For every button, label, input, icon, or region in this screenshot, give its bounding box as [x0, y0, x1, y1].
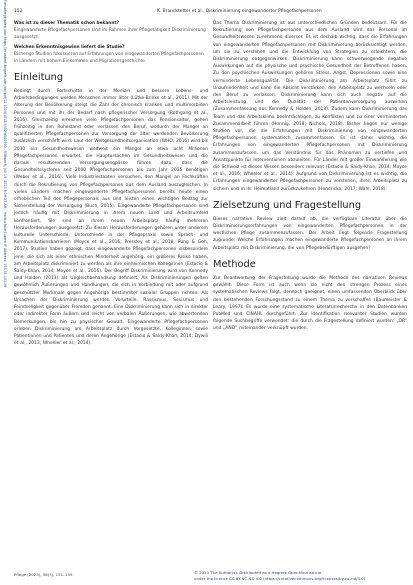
license-notice: under the license CC BY-NC-ND 4.0 (https://creativecommons.org/licenses/by-nc-nd/4.0)	[194, 576, 366, 581]
answer-1: Eingewanderte Pflegefachpersonen sind im Rahmen ihrer Pflegetätigkeit Diskriminierung ausgesetzt.	[14, 28, 206, 40]
question-2: Welchen Erkenntnisgewinn liefert die Studie?	[14, 45, 125, 50]
page-header	[14, 7, 409, 17]
section-heading-methode: Methode	[213, 258, 256, 270]
page-number: 152	[14, 9, 23, 14]
answer-2: Bisherige Studien fokussieren auf Erfahrungen von eingewanderten Pflegefachpersonen in Ländern mit hohem Einkommen und Migrationsgeschichte.	[14, 52, 204, 64]
left-column	[14, 20, 208, 565]
journal-citation: Pflege (2023), 36(3), 151–159	[14, 572, 73, 577]
download-watermark-text: Heruntergeladen von: https://econtent.hogrefe.com/doi/pdf/10.1024/1012-5302/a000999 - Mittwoch, Juli 19, 2023 8:16:25 AM - Hochschule Luzern IP Address: 193.31.101.28	[3, 0, 7, 288]
section-heading-zielsetzung: Zielsetzung und Fragestellung	[213, 199, 362, 211]
paragraph-zielsetzung: Dieses narrative Review zielt darauf ab, die verfügbare Literatur über die Diskriminierungserfahrungen von eingewanderten Pflegefachpersonen in der westlichen Pflege zusammenzufassen. Der Arbeit liegt folgende Fragestellung zugrunde: Welche Erfahrungen machen eingewanderte Pflegefachpersonen an ihrem Arbeitsplatz mit Diskriminierung, die von Pflegebedürftigen ausgehen?	[213, 216, 407, 251]
download-sidebar	[0, 0, 10, 585]
page-footer	[14, 570, 409, 584]
question-1: Was ist zu dieser Thematik schon bekannt?	[14, 21, 119, 26]
copyright-notice: © 2023 The Author(s). Distributed as a Hogrefe OpenMind article	[194, 570, 322, 575]
section-heading-einleitung: Einleitung	[14, 72, 64, 83]
paragraph-methode: Zur Beantwortung der Fragestellung wurde die Methode des narrativen Reviews gewählt. Diese Form ist auch wenn sie nicht den strengen Prozess eines systematischen Reviews folgt, dennoch geeignet, einen umfassenden Überblick über den bestehenden Forschungsstand zu einem Thema zu verschaffen (Baumeister & Leary, 1997). Es wurde eine systematische Literaturrecherche in den Datenbanken PubMed und CINAHL durchgeführt. Zur Identifikation relevanter Studien wurden folgende Suchbegriffe verwendet: die durch die Fragestellung definiert wurden: „OR“ und „AND“ miteinander verknüpft wurden.	[213, 275, 407, 332]
question-box	[14, 20, 208, 65]
paragraph-einleitung-left: Bedingt durch Fortschritte in der Medizin und bessere Lebens- und Arbeitsbedingungen werden Menschen immer älter (Lütke-Brinke et al., 2011). Mit der Alterung der Bevölkerung steigt die Zahl der chronisch kranken und multimorbiden Personen und mit ihr der Bedarf nach pflegerischer Versorgung (Rothgang et al., 2016). Gleichzeitig erreichen viele Pflegefachpersonen das Pensionsalter, gehen frühzeitig in den Ruhestand oder verlassen den Beruf, wodurch der Mangel an qualifizierten Pflegefachpersonen zur Versorgung der älter werdenden Bevölkerung zusätzlich verschärft wird. Laut der Weltgesundheitsorganisation (WHO, 2016) wird bis 2030 ein Gesundheitswesen weltweit ein Mangel an etwa acht Millionen Pflegefachpersonen erwartet, die Hauptursachen im Gesundheitswesen und die daraus resultierenden Versorgungsengpässe führen dazu, dass die Gesundheitssysteme seit 2000 Pflegefachpersonen bis zum Jahr 2035 benötigen (Weber et al., 2016). Viele Industriestaaten versuchen, den Mangel an Fachkräften durch die Rekrutierung von Pflegefachpersonen aus dem Ausland auszugleichen. In vielen Ländern machen eingewanderte Pflegefachpersonen bereits heute einen erheblichen Teil des Pflegepersonals aus und leisten einen wichtigen Beitrag zur Sicherstellung der Versorgung (Buch, 2015). Eingewanderte Pflegefachpersonen sind jedoch häufig mit Diskriminierung in ihrem neuen Land und Arbeitsumfeld konfrontiert. Sie sind an ihrem neuen Arbeitsplatz häufig mehreren Herausforderungen ausgesetzt. Zu diesen Herausforderungen gehören unter anderem kulturelle Unterschiede, Unterschiede in der Pflegepraxis sowie Sprach- und Kommunikationsbarrieren (Moyce et al., 2016; Pressley et al., 2018; Pung & Goh, 2017). Studien haben gezeigt, dass eingewanderte Pflegefachpersonen insbesondere jene, die sich als einer ethnischen Minderheit angehörig, ein größeres Risiko haben, am Arbeitsplatz diskriminiert zu werden als ihre einheimischen Kolleginnen (Estacio & Saidy-Khan, 2014; Moyce et al., 2016). Der Begriff Diskriminierung wird von Kennedy und Holden (2013) als Ungleichbehandlung definiert. Als Diskriminierungen gelten gewöhnlich Äußerungen und Handlungen, die sich in Verbindung mit oder aufgrund geschützter Merkmale gegen Angehörige bestimmter sozialer Gruppen richten. Als Ursachen der Diskriminierung werden Vorurteile, Rassismus, Sexismus und Feindseligkeit gegenüber Fremden genannt. Eine Diskriminierung kann sich in direkter oder indirekter Form äußern und reicht von verbalen Äußerungen, wie abwertenden Bemerkungen, bis hin zu physischer Gewalt. Eingewanderte Pflegefachpersonen erleben Diskriminierung am Arbeitsplatz durch Vorgesetzte, Kolleginnen sowie Patientinnen und Patienten und deren Angehörige (Estacio & Saidy-Khan, 2014; Dywili et al., 2013; Wheeler et al., 2014).	[14, 89, 208, 347]
paragraph-einleitung-right: Das Thema Diskriminierung ist aus unterschiedlichen Gründen bedeutsam. Für die Rekrutierung von Pflegefachpersonen aus dem Ausland wird das Personal im Gesundheitswesen zunehmend diverser. Es ist deshalb wichtig, dass die Erfahrungen von eingewanderten Pflegefachpersonen mit Diskriminierung berücksichtigt werden, um sie zu verstehen und die Entwicklung von Strategien zu erleichtern, die Diskriminierung entgegenwirken. Diskriminierung kann schwerwiegende negative Auswirkungen auf die physische und psychische Gesundheit der Betroffenen haben. Zu den psychischen Auswirkungen gehören Stress, Angst, Depressionen sowie eine verminderte Lebensqualität. Die Diskriminierung am Arbeitsplatz führt zu Unzufriedenheit und kann die Absicht verstärken, den Arbeitsplatz zu wechseln oder den Beruf zu verlassen. Diskriminierung kann sich auch negativ auf die Arbeitsleistung und die Qualität der Patientenversorgung auswirken (Zusammenfassung aus Kennedy & Holden, 2013). Zudem kann Diskriminierung das Team und das Arbeitsklima beeinträchtigen, zu Konflikten und zu einer verminderten Zusammenarbeit führen (Hennig, 2018; Nichols, 2018). Bisher liegen nur wenige Studien vor, die die Erfahrungen mit Diskriminierung von eingewanderten Pflegefachpersonen systematisch zusammenfassen. Es ist daher wichtig, die Erfahrungen von eingewanderten Pflegefachpersonen mit Diskriminierung zusammenzufassen, um das Verständnis für das Phänomen zu vertiefen und Ansatzpunkte für Interventionen abzuleiten. Für Länder mit großer Einwanderung wie die Schweiz ist dieses Wissen besonders relevant (Estacio & Saidy-Khan, 2014; Moyce et al., 2016; Wheeler et al., 2014). Aufgrund von Diskriminierung ist es wichtig, die Erfahrungen eingewanderter Pflegefachpersonen zu verstehen, ihren Arbeitsplatz zu sichern und in ihr Heimatland zurückzukehren (Hendrickx, 2017; Wahl, 2018).	[213, 21, 407, 192]
running-title: K. Brandstetter et al., Diskriminierung eingewanderter Pflegefachpersonen	[157, 9, 322, 14]
right-column	[213, 20, 407, 565]
